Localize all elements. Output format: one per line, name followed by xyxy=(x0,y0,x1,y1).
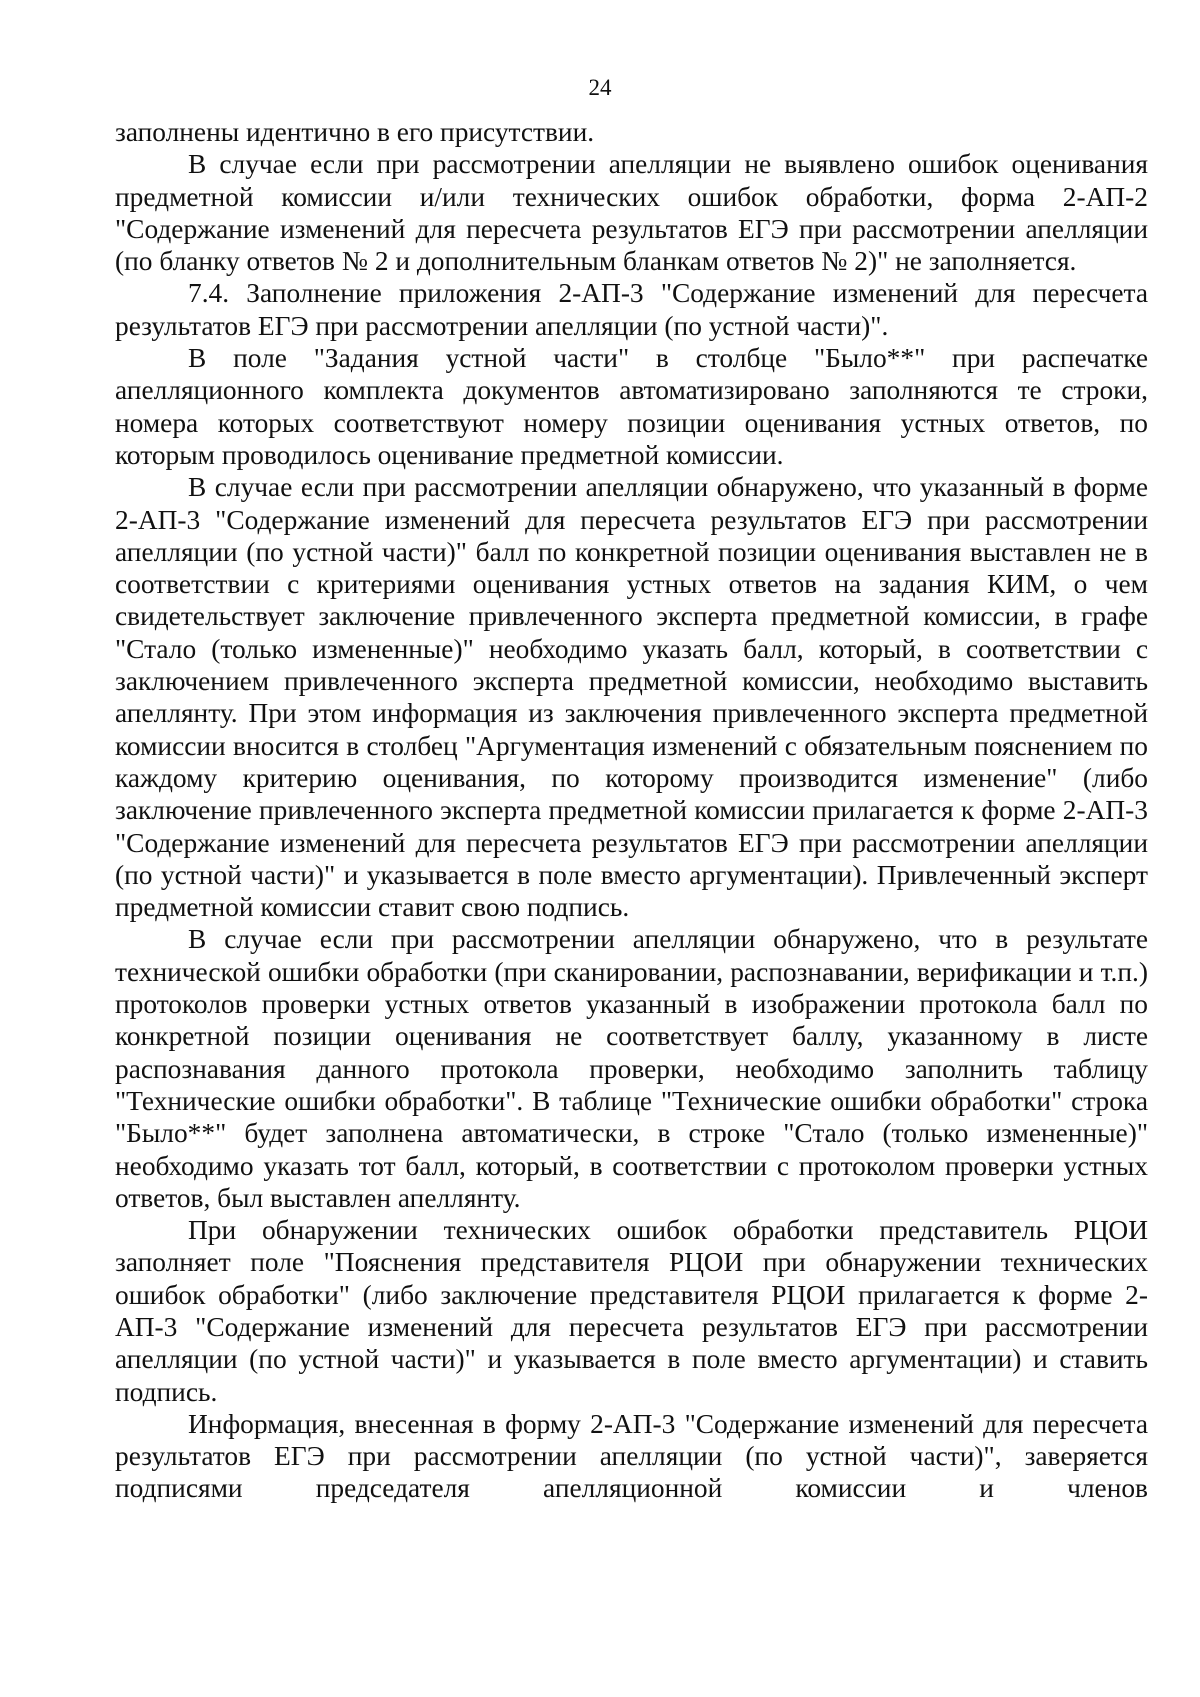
paragraph-no-errors-found: В случае если при рассмотрении апелляции не выявлено ошибок оценивания предметной комиссии и/или технических ошибок обработки, форма 2-АП-2 "Содержание изменений для пересчета результатов ЕГЭ при рассмотрении апелляции (по бланку ответов № 2 и дополнительным бланкам ответов № 2)" не заполняется. xyxy=(115,149,1148,277)
paragraph-certification: Информация, внесенная в форму 2-АП-3 "Содержание изменений для пересчета результатов ЕГЭ при рассмотрении апелляции (по устной части)", заверяется подписями председателя апелляционной комиссии и членов xyxy=(115,1408,1148,1504)
paragraph-section-7-4-heading: 7.4. Заполнение приложения 2-АП-3 "Содержание изменений для пересчета результатов ЕГЭ при рассмотрении апелляции (по устной части)". xyxy=(115,278,1148,341)
paragraph-rcoi-representative: При обнаружении технических ошибок обработки представитель РЦОИ заполняет поле "Пояснения представителя РЦОИ при обнаружении технических ошибок обработки" (либо заключение представителя РЦОИ прилагается к форме 2-АП-3 "Содержание изменений для пересчета результатов ЕГЭ при рассмотрении апелляции (по устной части)" и указывается в поле вместо аргументации) и ставить подпись. xyxy=(115,1215,1148,1407)
paragraph-expert-conclusion: В случае если при рассмотрении апелляции обнаружено, что указанный в форме 2-АП-3 "Содержание изменений для пересчета результатов ЕГЭ при рассмотрении апелляции (по устной части)" балл по конкретной позиции оценивания выставлен не в соответствии с критериями оценивания устных ответов на задания КИМ, о чем свидетельствует заключение привлеченного эксперта предметной комиссии, в графе "Стало (только измененные)" необходимо указать балл, который, в соответствии с заключением привлеченного эксперта предметной комиссии, необходимо выставить апеллянту. При этом информация из заключения привлеченного эксперта предметной комиссии вносится в столбец "Аргументация изменений с обязательным пояснением по каждому критерию оценивания, по которому производится изменение" (либо заключение привлеченного эксперта предметной комиссии прилагается к форме 2-АП-3 "Содержание изменений для пересчета результатов ЕГЭ при рассмотрении апелляции (по устной части)" и указывается в поле вместо аргументации). Привлеченный эксперт предметной комиссии ставит свою подпись. xyxy=(115,472,1148,923)
document-body xyxy=(115,116,1148,1505)
paragraph-technical-error: В случае если при рассмотрении апелляции обнаружено, что в результате технической ошибки обработки (при сканировании, распознавании, верификации и т.п.) протоколов проверки устных ответов указанный в изображении протокола балл по конкретной позиции оценивания не соответствует баллу, указанному в листе распознавания данного протокола проверки, необходимо заполнить таблицу "Технические ошибки обработки". В таблице "Технические ошибки обработки" строка "Было**" будет заполнена автоматически, в строке "Стало (только измененные)" необходимо указать тот балл, который, в соответствии с протоколом проверки устных ответов, был выставлен апеллянту. xyxy=(115,924,1148,1213)
page-number: 24 xyxy=(588,75,612,100)
paragraph-continuation: заполнены идентично в его присутствии. xyxy=(115,117,595,147)
paragraph-oral-tasks-field: В поле "Задания устной части" в столбце "Было**" при распечатке апелляционного комплекта документов автоматизировано заполняются те строки, номера которых соответствуют номеру позиции оценивания устных ответов, по которым проводилось оценивание предметной комиссии. xyxy=(115,343,1148,470)
